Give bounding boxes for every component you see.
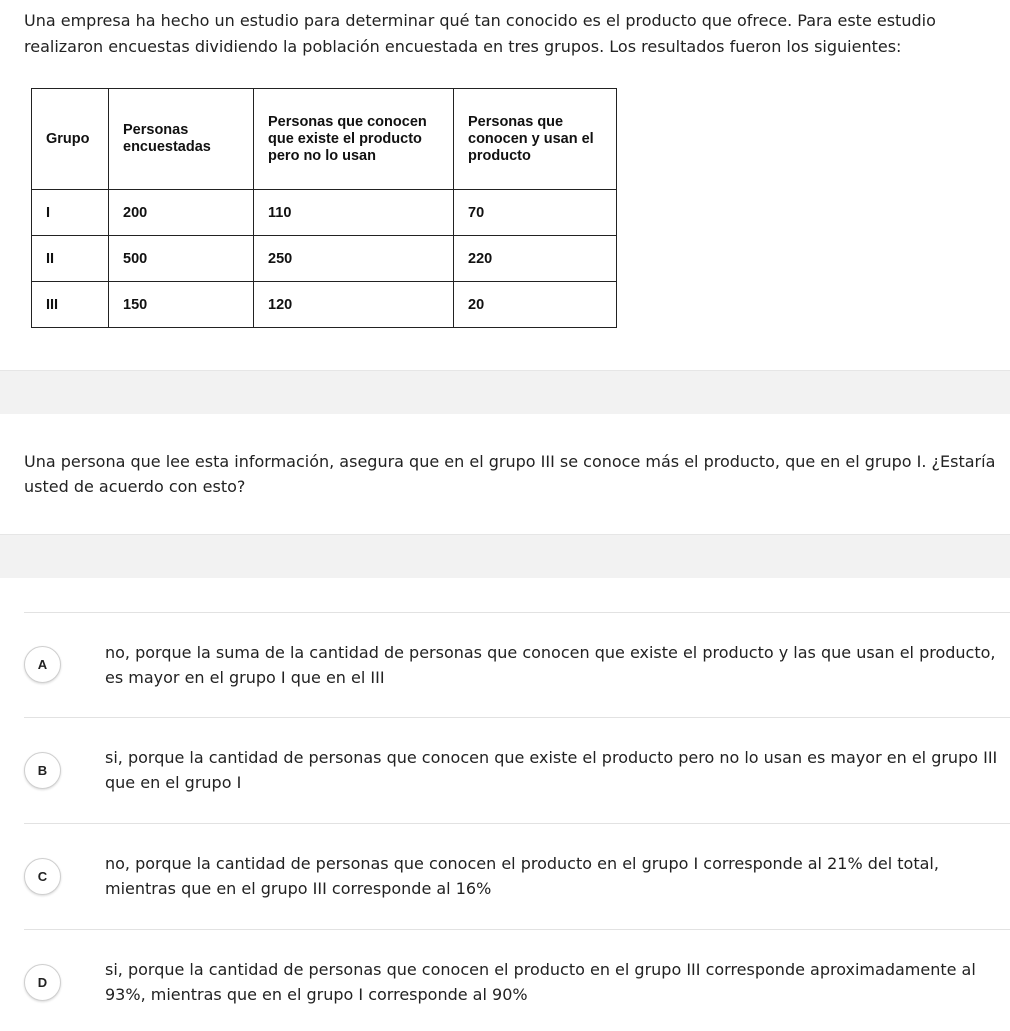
table-row: [32, 282, 617, 328]
cell-encuestadas: 500: [109, 236, 254, 282]
option-letter-b[interactable]: B: [24, 752, 61, 789]
cell-no-usan: 120: [254, 282, 454, 328]
cell-usan: 220: [454, 236, 617, 282]
option-text-b[interactable]: si, porque la cantidad de personas que conocen que existe el producto pero no lo usan es mayor en el grupo III que en el grupo I: [105, 748, 998, 792]
cell-no-usan: 110: [254, 190, 454, 236]
option-text-c[interactable]: no, porque la cantidad de personas que conocen el producto en el grupo I corresponde al 21% del total, mientras que en el grupo III corresponde al 16%: [105, 854, 939, 898]
cell-usan: 70: [454, 190, 617, 236]
table-row: [32, 236, 617, 282]
header-personas-encuestadas: Personas encuestadas: [109, 89, 254, 190]
answer-option-d[interactable]: [0, 931, 1010, 1031]
cell-grupo: I: [32, 190, 109, 236]
results-table: [31, 88, 617, 328]
cell-grupo: II: [32, 236, 109, 282]
cell-usan: 20: [454, 282, 617, 328]
divider: [24, 717, 1010, 718]
question-text: Una persona que lee esta información, asegura que en el grupo III se conoce más el producto, que en el grupo I. ¿Estaría usted de acuerdo con esto?: [24, 452, 996, 496]
cell-encuestadas: 150: [109, 282, 254, 328]
table-header-row: [32, 89, 617, 190]
option-letter-a[interactable]: A: [24, 646, 61, 683]
table-row: [32, 190, 617, 236]
separator-band: [0, 534, 1010, 578]
header-grupo: Grupo: [32, 89, 109, 190]
answer-option-a[interactable]: [0, 614, 1010, 714]
intro-text: Una empresa ha hecho un estudio para determinar qué tan conocido es el producto que ofrece. Para este estudio realizaron encuestas dividiendo la población encuestada en tres grupos. Los resultados fueron los siguientes:: [24, 11, 936, 56]
header-conocen-no-usan: Personas que conocen que existe el producto pero no lo usan: [254, 89, 454, 190]
option-text-d[interactable]: si, porque la cantidad de personas que conocen el producto en el grupo III corresponde aproximadamente al 93%, mientras que en el grupo I corresponde al 90%: [105, 960, 976, 1004]
separator-band: [0, 370, 1010, 414]
cell-grupo: III: [32, 282, 109, 328]
divider: [24, 929, 1010, 930]
divider: [24, 612, 1010, 613]
option-letter-c[interactable]: C: [24, 858, 61, 895]
answer-option-c[interactable]: [0, 825, 1010, 925]
option-text-a[interactable]: no, porque la suma de la cantidad de personas que conocen que existe el producto y las que usan el producto, es mayor en el grupo I que en el III: [105, 643, 996, 687]
divider: [24, 823, 1010, 824]
header-conocen-usan: Personas que conocen y usan el producto: [454, 89, 617, 190]
cell-encuestadas: 200: [109, 190, 254, 236]
option-letter-d[interactable]: D: [24, 964, 61, 1001]
answer-option-b[interactable]: [0, 719, 1010, 819]
cell-no-usan: 250: [254, 236, 454, 282]
